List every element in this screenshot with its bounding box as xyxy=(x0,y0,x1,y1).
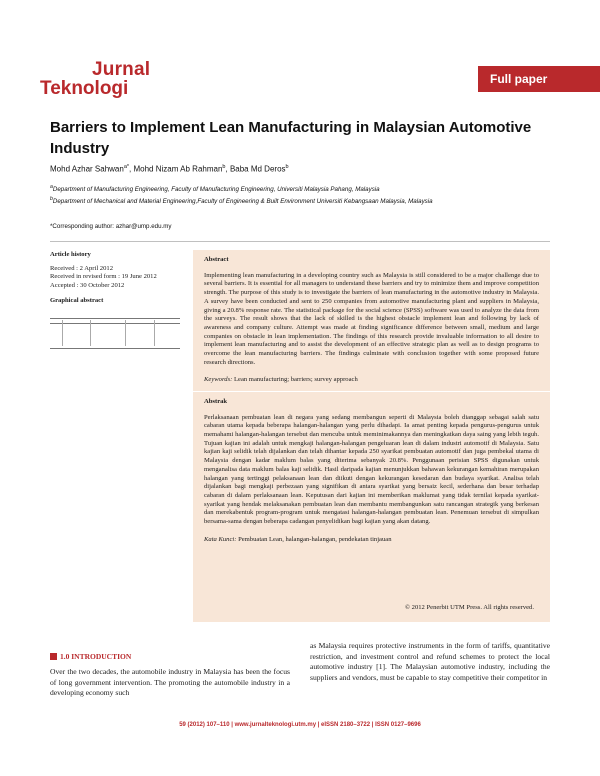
abstract-box xyxy=(193,250,550,622)
author-list: Mohd Azhar Sahwan$^{a*}$, Mohd Nizam Ab Rahman$^b$, Baba Md Deros$^b$ xyxy=(50,164,289,174)
logo-jurnal: Jurnal xyxy=(92,59,151,80)
affiliation-a: Department of Manufacturing Engineering, Faculty of Manufacturing Engineering, Universiti Malaysia Pahang, Malaysia xyxy=(52,186,380,194)
author-3-affil: b xyxy=(285,164,289,170)
affiliation-b: Department of Mechanical and Material Engineering,Faculty of Engineering & Built Environment Universiti Kebangsaan Malaysia, Malaysia xyxy=(52,197,433,205)
section-heading: 1.0 INTRODUCTION xyxy=(50,652,131,661)
page-footer: 59 (2012) 107–110 | www.jurnalteknologi.utm.my | eISSN 2180–3722 | ISSN 0127–9696 xyxy=(179,722,421,728)
abstract-heading: Abstract xyxy=(204,256,229,263)
author-3: Baba Md Deros xyxy=(229,164,286,174)
author-1: Mohd Azhar Sahwan xyxy=(50,164,124,174)
abstrak-heading: Abstrak xyxy=(204,397,228,405)
paper-title: Barriers to Implement Lean Manufacturing in Malaysian Automotive Industry xyxy=(50,119,532,157)
accepted-date: Accepted : 30 October 2012 xyxy=(50,282,125,290)
intro-text-left: Over the two decades, the automobile industry in Malaysia has been the focus of long government intervention. The promoting the automobile industry in a developing economy such xyxy=(50,667,290,697)
author-2: Mohd Nizam Ab Rahman xyxy=(133,164,223,174)
revised-date: Received in revised form : 19 June 2012 xyxy=(50,273,157,281)
section-bullet xyxy=(50,653,57,660)
full-paper-badge: Full paper xyxy=(478,66,600,92)
graphical-abstract-image xyxy=(50,316,180,350)
logo-teknologi: Teknologi xyxy=(40,78,129,99)
corresponding-author: *Corresponding author: azhar@ump.edu.my xyxy=(50,223,172,230)
abstrak-text: Perlaksanaan pembuatan lean di negara yang sedang membangun seperti di Malaysia boleh dianggap sebagai salah satu cabaran utama kepada beberapa halangan-halangan yang perlu dihadapi. Ia amat penting kepada pengurus-pengurus untuk memahami halangan-halangan tersebut dan mencuba untuk meminimakannya dan meningkatkan daya saing yang lebih teguh. Tujuan kajian ini adalah untuk mengkaji halangan-halangan pengeluaran lean di dalam industri automotif di Malaysia. Satu kajian kaji selidik telah dijalankan dan telah dihantar kepada 250 syarikat pembuatan automotif dan juga pembekal utama di Malaysia dengan kadar maklum balas yang diterima sebanyak 20.8%. Penggunaan perisian SPSS digunakan untuk menganalisa data maklum balas kaji selidik. Hasil daripada kajian menunjukkan bahawan kekurangan kemahiran merupakan halangan yang tertinggi pelaksanaan lean dan diikuti dengan kekurangan kesedaran dan budaya syarikat. Analisa telah dijalankan bagi mengkaji perbezaan yang signifikan di antara syarikat yang bersaiz kecil, sederhana dan besar terhadap cabaran di dalam perlaksanaan lean. Keputusan dari kajian ini memberikan maklumat yang tidak ternilai kepada syarikat-syarikat yang hendak melaksanakan pembuatan lean dan membantu membangunkan satu rancangan strategik yang berkesan dan merekabentuk program-program untuk mengatasi halangan-halangan pembuatan lean. Penemuan tersebut di simpulkan bersama-sama dengan beberapa cadangan penyelidikan bagi kajian yang akan datang. xyxy=(204,413,539,526)
abstract-text: Implementing lean manufacturing in a developing country such as Malaysia is still considered to be a major challenge due to several barriers. It is essential for all managers to understand these barriers and try to minimize them and improve competition strength. The purpose of this study is to investigate the barriers of lean manufacturing in the automotive industry in Malaysia. A survey have been conducted and sent to 250 companies from automotive manufacturing plant and suppliers in Malaysia, giving a 20.8% response rate. The statistical package for the social science (SPSS) software was used to analyze the data from the surveys. The result shows that the lack of skilled is the highest obstacle implement lean and following by lack of awareness and company culture. Attempt was made at finding significance difference between small, medium and large companies on obstacle in lean implementation. The findings of this research provide invaluable information to all desire to implement lean manufacturing and to assist the development of an effective strategic plan as well as to design programs to overcome the lean manufacturing barriers. The findings culminate with conclusion together with some proposed future research directions. xyxy=(204,271,539,366)
author-1-affil: a* xyxy=(123,164,130,170)
article-history-heading: Article history xyxy=(50,251,91,258)
divider xyxy=(50,241,550,242)
received-date: Received : 2 April 2012 xyxy=(50,264,113,272)
copyright: © 2012 Penerbit UTM Press. All rights reserved. xyxy=(405,604,534,612)
journal-logo xyxy=(40,60,160,98)
article-info xyxy=(50,251,185,350)
abstrak-keywords: Kata Kunci: Pembuatan Lean, halangan-halangan, pendekatan tinjauan xyxy=(204,535,392,543)
abstract-keywords: Keywords: Lean manufacturing; barriers; survey approach xyxy=(204,376,358,384)
intro-text-right: as Malaysia requires protective instruments in the form of tariffs, quantitative restriction, and investment control and refund schemes to protect the local automotive industry [1]. The Malaysian automotive industry, including the suppliers and vendors, must be capable to stay competitive their competitor in xyxy=(310,641,550,682)
graphical-abstract-heading: Graphical abstract xyxy=(50,296,104,304)
affiliations: $^a$Department of Manufacturing Engineering, Faculty of Manufacturing Engineering, Universiti Malaysia Pahang, Malaysia $^b$Department of Mechanical and Material Engineering,Faculty of Engineering & Built Environment Universiti Kebangsaan Malaysia, Malaysia xyxy=(50,184,433,205)
author-2-affil: b xyxy=(222,164,226,170)
